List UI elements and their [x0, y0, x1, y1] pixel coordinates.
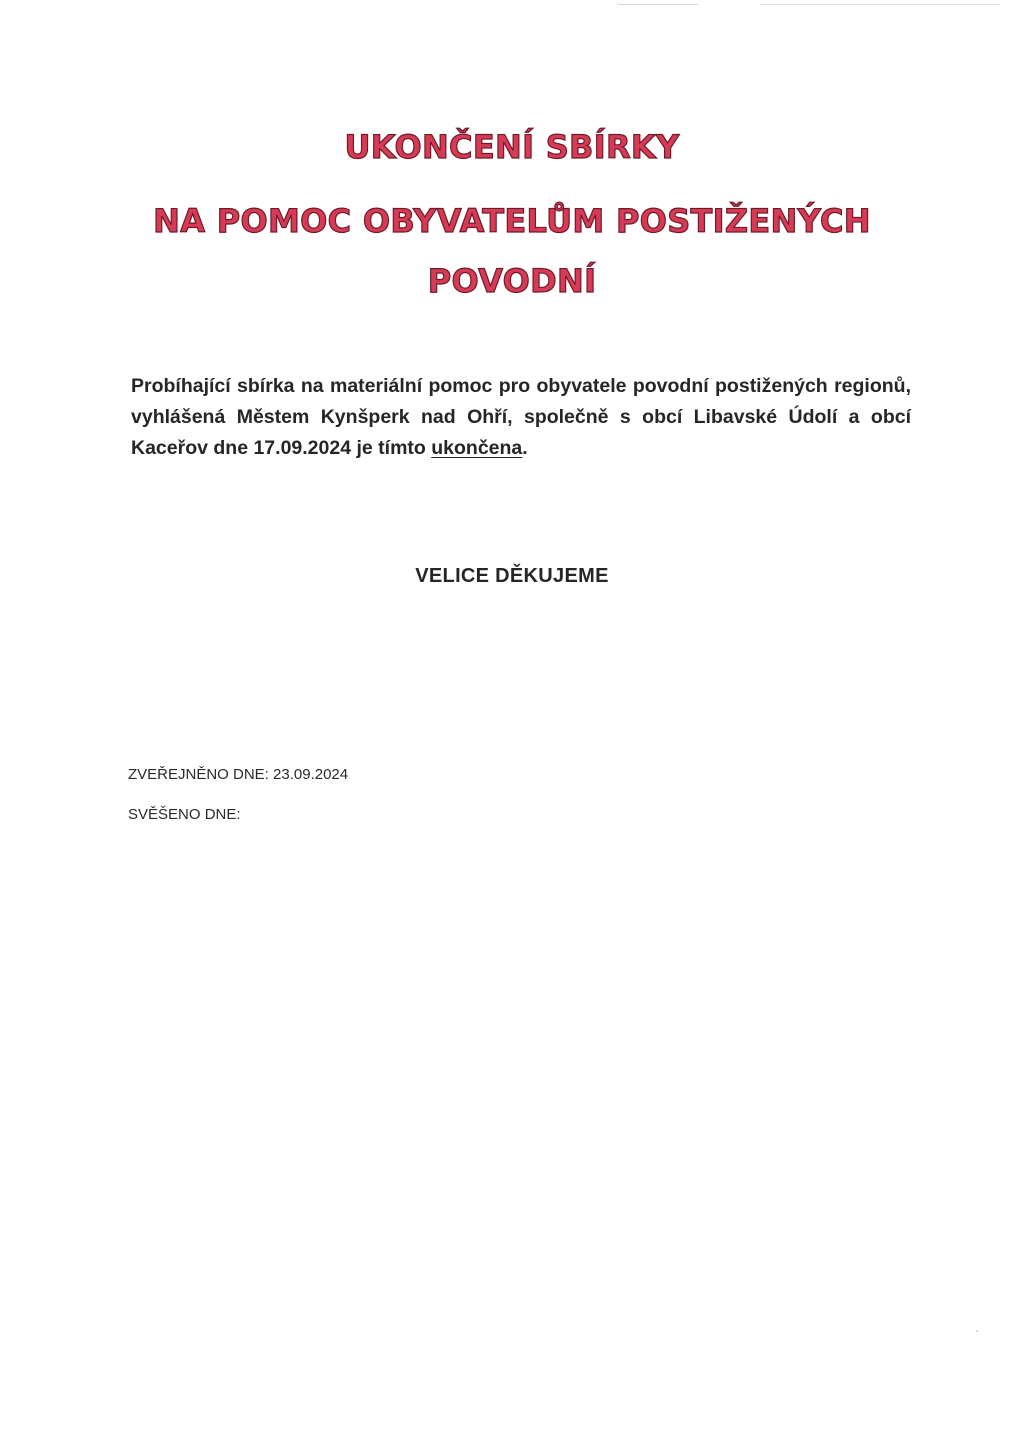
posted-label: SVĚŠENO DNE:: [128, 806, 241, 823]
published-line: [128, 766, 348, 783]
title-line-2: NA POMOC OBYVATELŮM POSTIŽENÝCH: [153, 202, 871, 240]
announcement-emphasis: ukončena: [431, 437, 523, 459]
published-date: 23.09.2024: [273, 766, 349, 783]
announcement-text: Probíhající sbírka na materiální pomoc pro obyvatele povodní postižených regionů, vyhlášená Městem Kynšperk nad Ohří, společně s obcí Libavské Údolí a obcí Kaceřov dne 17.09.2024 je tímto: [131, 375, 911, 459]
title-line-3: POVODNÍ: [427, 262, 597, 300]
scan-artifact-line: [760, 4, 1000, 5]
title-line-1: UKONČENÍ SBÍRKY: [344, 128, 680, 166]
thanks-message: VELICE DĚKUJEME: [415, 565, 609, 587]
announcement-punctuation: .: [522, 437, 528, 459]
scan-artifact-line: [618, 4, 698, 5]
scan-artifact-dot: [976, 1330, 978, 1332]
announcement-paragraph: [131, 371, 911, 464]
published-label: ZVEŘEJNĚNO DNE:: [128, 766, 269, 783]
posted-line: [128, 806, 241, 823]
